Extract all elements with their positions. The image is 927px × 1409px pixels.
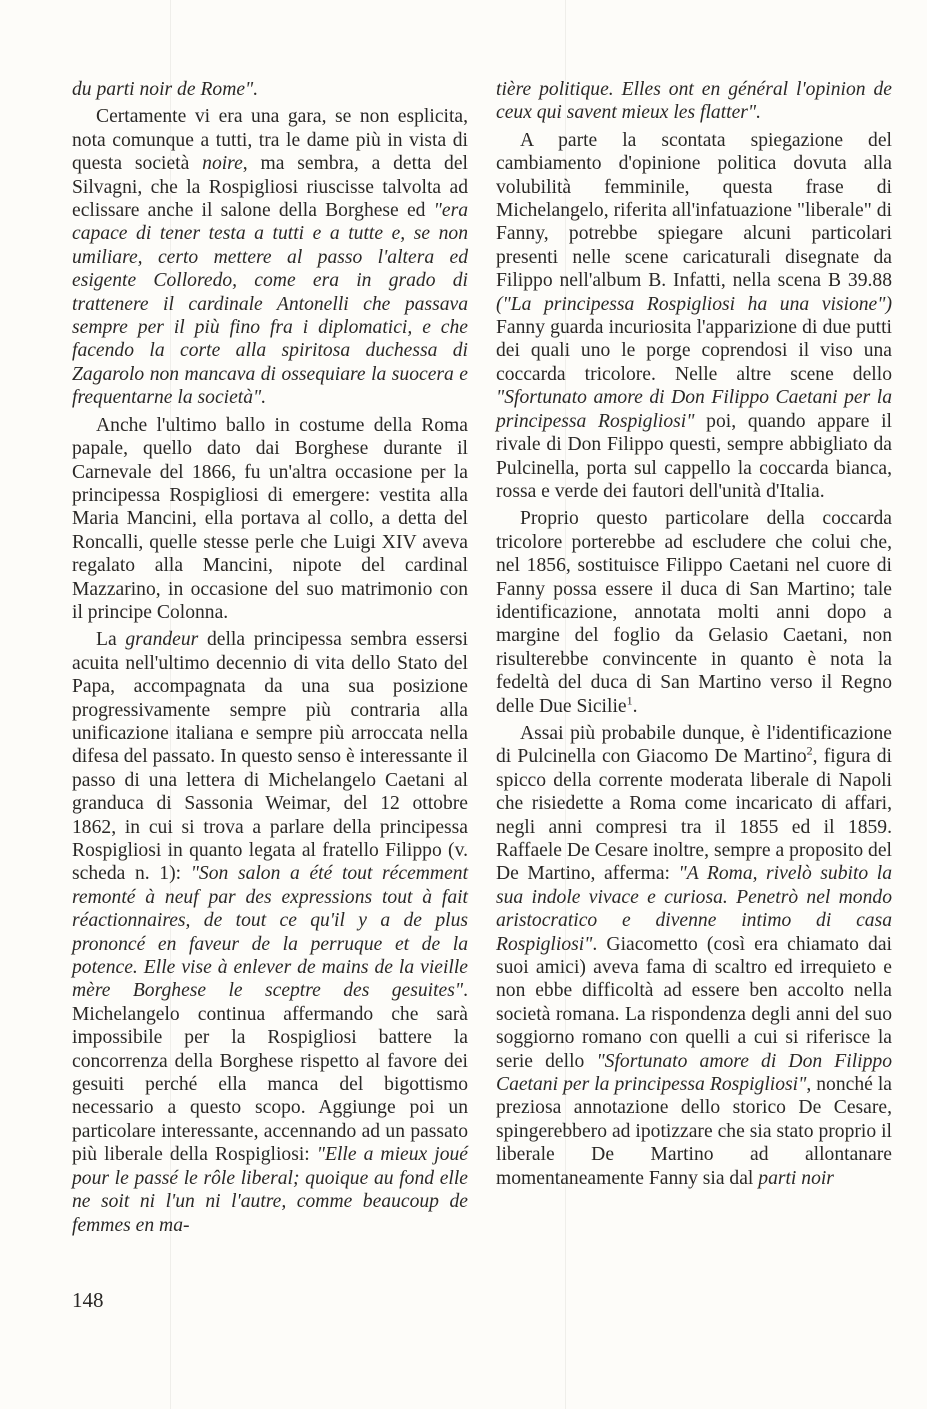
paragraph	[496, 129, 892, 504]
text-run: Fanny guarda incuriosita l'apparizione di due putti dei quali uno le porge coprendosi il viso una coccarda tricolore. Nelle altre scene dello	[496, 317, 892, 385]
paragraph	[72, 78, 468, 101]
text-run: , ma sembra, a detta del Silvagni, che la Rospigliosi riuscisse talvolta ad eclissare anche il salone della Borghese ed	[72, 153, 468, 222]
paragraph	[496, 78, 892, 125]
text-run: , nonché la preziosa annotazione dello storico De Cesare, spingerebbero ad ipotizzare che sia stato proprio il liberale De Martino ad allontanare momentaneamente Fanny sia dal	[496, 1074, 893, 1189]
text-run: .	[632, 695, 638, 717]
text-run: poi, quando appare il rivale di Don Filippo questi, sempre abbigliato da Pulcinella, porta sul cappello la coccarda bianca, rossa e verde dei fautori dell'unità d'Italia.	[496, 410, 893, 502]
italic-text: "Sfortunato amore di Don Filippo Caetani per la principessa Rospigliosi"	[496, 1050, 892, 1096]
italic-text: "Sfortunato amore di Don Filippo Caetani per la principessa Rospigliosi"	[496, 387, 892, 432]
page-number: 148	[72, 1288, 104, 1312]
italic-text: du parti noir de Rome".	[72, 79, 259, 100]
italic-text: ("La principessa Rospigliosi ha una visione")	[496, 293, 892, 315]
italic-text: "Son salon a été tout récemment remonté à neuf par des expressions tout à fait réactionnaires, de tout ce qu'il y a de plus prononcé en faveur de la perruque et de la potence. Elle vise à enlever de mains de la vieille mère Borghese le sceptre des gesuites"	[72, 863, 469, 1002]
footnote-marker: 1	[626, 693, 633, 708]
text-run: . Michelangelo continua affermando che sarà impossibile per la Rospigliosi battere la concorrenza della Borghese rispetto al favore dei gesuiti perché ella manca del bigottismo necessario a questo scopo. Aggiunge poi un particolare interessante, accennando ad un passato più liberale della Rospigliosi:	[72, 980, 468, 1166]
text-run: A parte la scontata spiegazione del cambiamento d'opinione politica dovuta alla volubilità femminile, questa frase di Michelangelo, riferita all'infatuazione "liberale" di Fanny, potrebbe spiegare alcuni particolari presenti nelle scene caricaturali disegnate da Filippo nell'album B. Infatti, nella scena B 39.88	[496, 129, 892, 292]
paragraph	[496, 722, 892, 1190]
text-run: , figura di spicco della corrente moderata liberale di Napoli che risiedette a Roma come incaricato di affari, negli anni compresi tra il 1855 ed il 1859. Raffaele De Cesare inoltre, sempre a proposito del De Martino, afferma:	[496, 746, 892, 885]
right-text-column	[496, 78, 892, 1190]
text-run: La	[96, 629, 126, 651]
paragraph	[72, 105, 468, 409]
paragraph	[72, 414, 468, 625]
footnote-marker: 2	[806, 743, 813, 758]
text-run: Anche l'ultimo ballo in costume della Roma papale, quello dato dai Borghese durante il Carnevale del 1866, fu un'altra occasione per la principessa Rospigliosi di emergere: vestita alla Maria Mancini, ella portava al collo, a detta del Roncalli, quelle stesse perle che Luigi XIV aveva regalato alla Mancini, nipote del cardinal Mazzarino, in occasione del suo matrimonio con il principe Colonna.	[72, 414, 468, 623]
text-run: Certamente vi era una gara, se non esplicita, nota comunque a tutti, tra le dame più in vista di questa società	[72, 106, 468, 175]
text-run: della principessa sembra essersi acuita nell'ultimo decennio di vita dello Stato del Papa, accompagnata da una sua posizione progressivamente sempre più contraria alla unificazione italiana e sempre più arroccata nella difesa del passato. In questo senso è interessante il passo di una lettera di Michelangelo Caetani al granduca di Sassonia Weimar, del 12 ottobre 1862, in cui si trova a parlare della principessa Rospigliosi in quanto legata al fratello Filippo (v. scheda n. 1):	[72, 629, 468, 885]
left-text-column	[72, 78, 468, 1237]
text-run: . Giacometto (così era chiamato dai suoi amici) aveva fama di scaltro ed irrequieto e non ebbe difficoltà ad essere ben accolto nella società romana. La rispondenza degli anni del suo soggiorno romano con quelli a cui si riferisce la serie dello	[496, 933, 892, 1072]
paragraph	[496, 507, 892, 718]
italic-text: "A Roma, rivelò subito la sua indole vivace e curiosa. Penetrò nel mondo aristocratico e divenne intimo di casa Rospigliosi"	[496, 863, 892, 955]
italic-text: "era capace di tener testa a tutti e a tutte e, se non umiliare, certo mettere al passo l'altera ed esigente Colloredo, come era in grado di trattenere il cardinale Antonelli che passava sempre per il più fino fra i diplomatici, e che facendo la corte alla spiritosa duchessa di Zagarolo non mancava di ossequiare la suocera e frequentarne la società".	[72, 200, 468, 409]
paragraph	[72, 628, 468, 1237]
italic-text: grandeur	[125, 629, 199, 651]
italic-text: noire	[202, 153, 243, 175]
italic-text: tière politique. Elles ont en général l'opinion de ceux qui savent mieux les flatter".	[496, 79, 892, 124]
italic-text: "Elle a mieux joué pour le passé le rôle liberal; quoique au fond elle ne soit ni l'un ni l'autre, comme beaucoup de femmes en ma-	[72, 1144, 468, 1236]
text-run: Assai più probabile dunque, è l'identificazione di Pulcinella con Giacomo De Martino	[496, 722, 892, 768]
italic-text: parti noir	[758, 1167, 834, 1189]
text-run: Proprio questo particolare della coccarda tricolore porterebbe ad escludere che colui che, nel 1856, sostituisce Filippo Caetani nel cuore di Fanny possa essere il duca di San Martino; tale identificazione, annotata molti anni dopo a margine del foglio da Gelasio Caetani, non risulterebbe convincente in quanto è nota la fedeltà del duca di San Martino verso il Regno delle Due Sicilie	[496, 508, 892, 717]
